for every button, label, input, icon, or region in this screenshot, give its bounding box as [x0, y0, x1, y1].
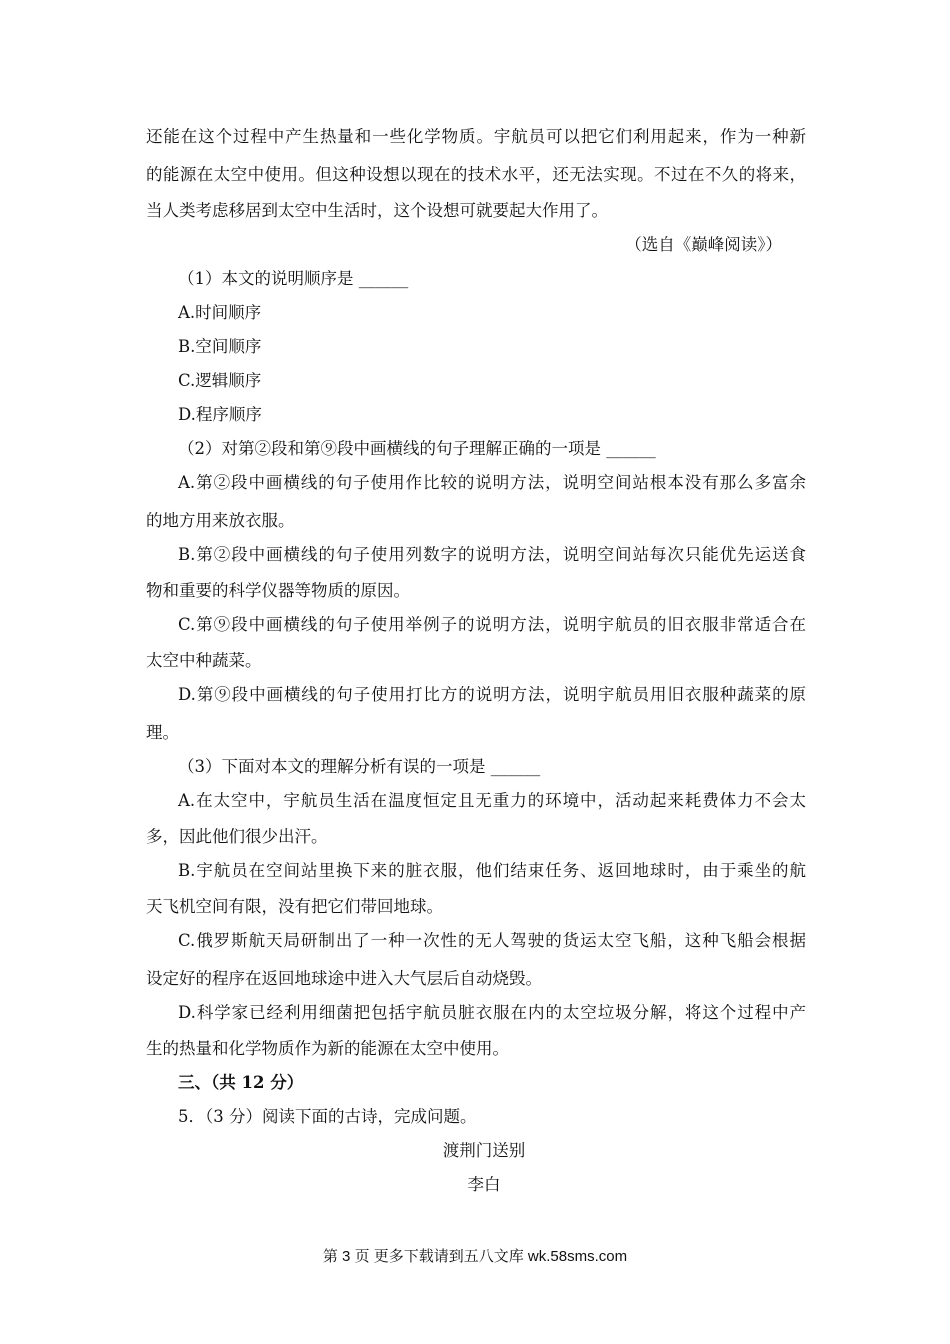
question-1-option-c: C.逻辑顺序 — [178, 371, 262, 390]
question-3-option-a: A.在太空中，宇航员生活在温度恒定且无重力的环境中，活动起来耗费体力不会太 — [178, 791, 806, 810]
question-2-option-b-cont: 物和重要的科学仪器等物质的原因。 — [146, 581, 410, 600]
question-1-option-a: A.时间顺序 — [178, 303, 262, 322]
passage-source: （选自《巅峰阅读》） — [625, 235, 782, 254]
question-2-option-d: D.第⑨段中画横线的句子使用打比方的说明方法，说明宇航员用旧衣服种蔬菜的原 — [178, 685, 806, 704]
question-3-option-d: D.科学家已经利用细菌把包括宇航员脏衣服在内的太空垃圾分解，将这个过程中产 — [178, 1003, 806, 1022]
question-3-stem: （3）下面对本文的理解分析有误的一项是 ______ — [178, 757, 541, 776]
question-2-option-c-cont: 太空中种蔬菜。 — [146, 651, 262, 670]
question-2-option-b: B.第②段中画横线的句子使用列数字的说明方法，说明空间站每次只能优先运送食 — [178, 545, 806, 564]
question-5-stem: 5．（3 分）阅读下面的古诗，完成问题。 — [178, 1107, 477, 1126]
poem-title: 渡荆门送别 — [442, 1141, 526, 1160]
poem-author: 李白 — [467, 1175, 501, 1194]
passage-line: 的能源在太空中使用。但这种设想以现在的技术水平，还无法实现。不过在不久的将来， — [146, 165, 806, 184]
question-3-option-b: B.宇航员在空间站里换下来的脏衣服，他们结束任务、返回地球时，由于乘坐的航 — [178, 861, 806, 880]
question-1-stem: （1）本文的说明顺序是 ______ — [178, 269, 409, 288]
question-3-option-c-cont: 设定好的程序在返回地球途中进入大气层后自动烧毁。 — [146, 969, 542, 988]
page-footer: 第 3 页 更多下载请到五八文库 wk.58sms.com — [322, 1248, 628, 1265]
question-3-option-c: C.俄罗斯航天局研制出了一种一次性的无人驾驶的货运太空飞船，这种飞船会根据 — [178, 931, 806, 950]
question-3-option-b-cont: 天飞机空间有限，没有把它们带回地球。 — [146, 897, 443, 916]
question-1-option-d: D.程序顺序 — [178, 405, 262, 424]
question-2-stem: （2）对第②段和第⑨段中画横线的句子理解正确的一项是 ______ — [178, 439, 656, 458]
question-2-option-d-cont: 理。 — [146, 723, 179, 742]
passage-line: 当人类考虑移居到太空中生活时，这个设想可就要起大作用了。 — [146, 201, 608, 220]
question-2-option-a-cont: 的地方用来放衣服。 — [146, 511, 295, 530]
question-1-option-b: B.空间顺序 — [178, 337, 262, 356]
question-2-option-a: A.第②段中画横线的句子使用作比较的说明方法，说明空间站根本没有那么多富余 — [178, 473, 806, 492]
section-heading: 三、（共 12 分） — [178, 1073, 304, 1092]
question-3-option-a-cont: 多，因此他们很少出汗。 — [146, 827, 328, 846]
question-3-option-d-cont: 生的热量和化学物质作为新的能源在太空中使用。 — [146, 1039, 509, 1058]
passage-line: 还能在这个过程中产生热量和一些化学物质。宇航员可以把它们利用起来，作为一种新 — [146, 127, 806, 146]
question-2-option-c: C.第⑨段中画横线的句子使用举例子的说明方法，说明宇航员的旧衣服非常适合在 — [178, 615, 806, 634]
